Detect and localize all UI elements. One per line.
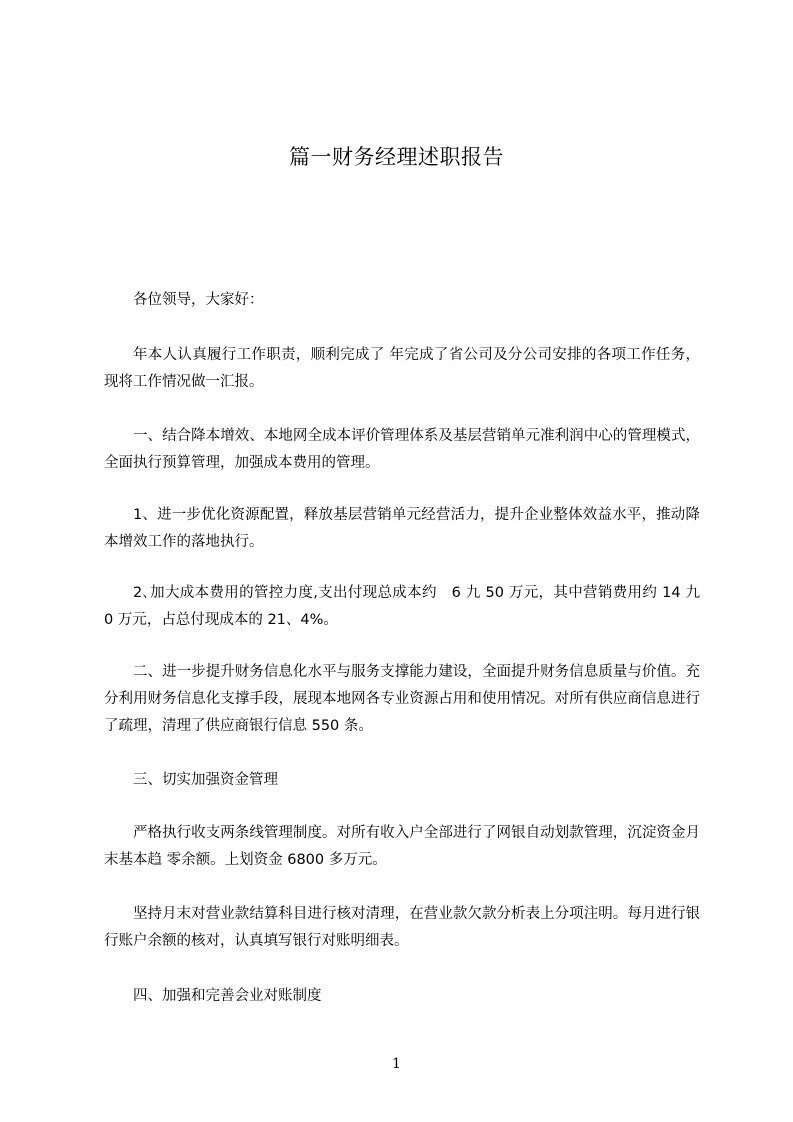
paragraph-section-2: 二、进一步提升财务信息化水平与服务支撑能力建设，全面提升财务信息质量与价值。充分利用财务信息化支撑手段，展现本地网各专业资源占用和使用情况。对所有供应商信息进行了疏理，清理了供应商银行信息 550 条。 (104, 664, 700, 734)
paragraph-section-4: 四、加强和完善会业对账制度 (133, 988, 322, 1004)
page-number: 1 (392, 1056, 401, 1072)
document-title: 篇一财务经理述职报告 (289, 145, 504, 169)
paragraph-intro: 年本人认真履行工作职责，顺利完成了 年完成了省公司及分公司安排的各项工作任务，现将工作情况做一汇报。 (104, 347, 700, 390)
paragraph-item-2: 2､加大成本费用的管控力度,支出付现总成本约 6 九 50 万元，其中营销费用约 14 九 0 万元，占总付现成本的 21、4%。 (104, 585, 700, 628)
paragraph-fund-management: 严格执行收支两条线管理制度。对所有收入户全部进行了网银自动划款管理，沉淀资金月末基本趋 零余额。上划资金 6800 多万元。 (104, 825, 700, 868)
paragraph-greeting: 各位领导，大家好： (133, 292, 264, 308)
paragraph-section-3: 三、切实加强资金管理 (133, 772, 278, 788)
paragraph-account-reconciliation: 坚持月末对营业款结算科目进行核对清理，在营业款欠款分析表上分项注明。每月进行银行账户余额的核对，认真填写银行对账明细表。 (104, 906, 700, 949)
paragraph-section-1: 一、结合降本增效、本地网全成本评价管理体系及基层营销单元准利润中心的管理模式，全面执行预算管理，加强成本费用的管理。 (104, 428, 700, 471)
paragraph-item-1: 1、进一步优化资源配置，释放基层营销单元经营活力，提升企业整体效益水平，推动降本增效工作的落地执行。 (104, 507, 700, 550)
